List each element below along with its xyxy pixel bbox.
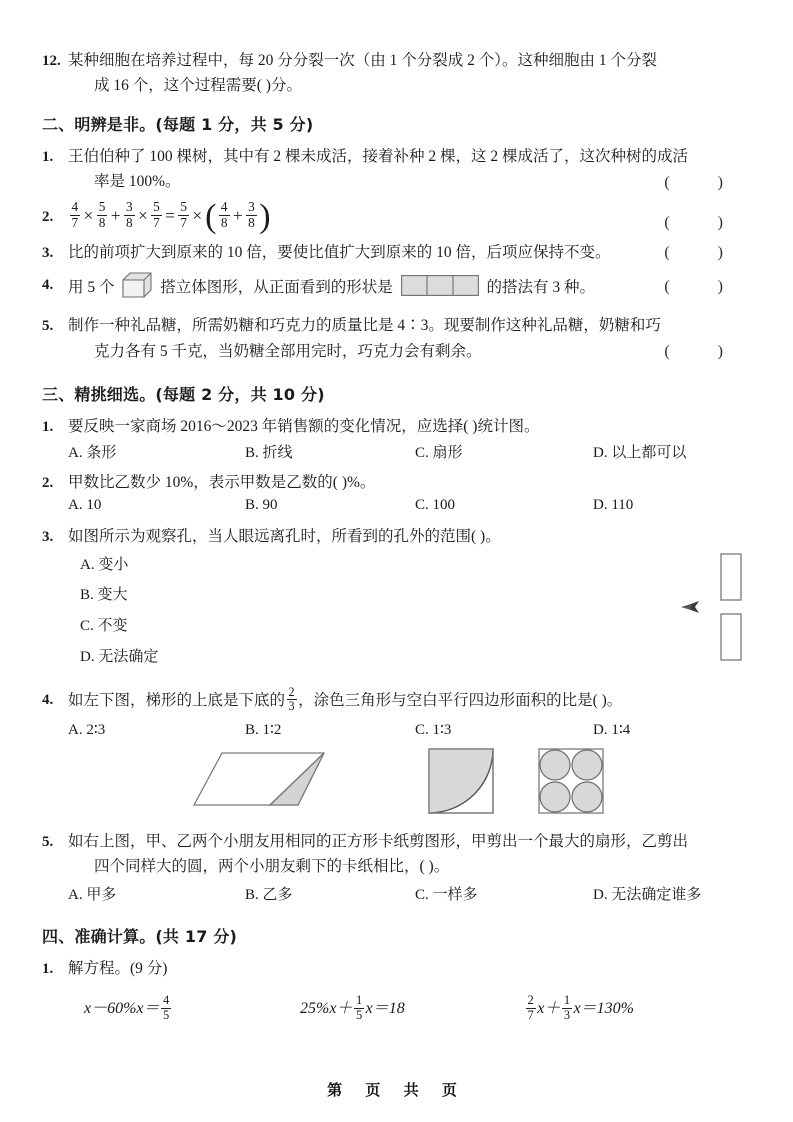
solve-equations-label: 解方程。(9 分) — [68, 959, 168, 977]
fraction-5-over-7-rhs: $\frac{5}{7}$ — [180, 199, 187, 230]
option-c[interactable]: C. 扇形 — [415, 444, 463, 461]
section-two-question-3 — [42, 240, 751, 265]
square-four-circles-figure — [537, 747, 605, 820]
judgement-bracket[interactable]: ( ) — [664, 214, 745, 232]
question-text-part-a: 如左下图，梯形的上底是下底的 — [68, 691, 286, 709]
question-text-part-b: ，涂色三角形与空白平行四边形面积的比是( )。 — [298, 691, 623, 709]
section-two-question-2 — [42, 197, 751, 235]
question-text: 甲数比乙数少 10%，表示甲数是乙数的( )%。 — [68, 473, 376, 491]
section-four-question-1 — [42, 956, 751, 981]
option-b[interactable]: B. 90 — [245, 497, 278, 514]
section-four-heading: 四、准确计算。(共 17 分) — [42, 926, 238, 946]
option-d[interactable]: D. 无法确定 — [80, 648, 159, 665]
operator-multiply-1: × — [83, 205, 94, 225]
section-two-question-1 — [42, 144, 751, 194]
observation-hole-diagram — [663, 552, 759, 667]
equation-1 — [84, 995, 173, 1023]
question-number: 2. — [42, 474, 54, 491]
square-quarter-circle-figure — [427, 747, 495, 820]
fraction-4-over-7: $\frac{4}{7}$ — [71, 199, 79, 230]
option-d[interactable]: D. 110 — [593, 497, 634, 514]
question-text-part-a: 用 5 个 — [68, 279, 115, 297]
section-three-question-2 — [42, 470, 751, 495]
option-a[interactable]: A. 条形 — [68, 444, 117, 461]
fraction-3-over-8: $\frac{3}{8}$ — [125, 199, 133, 230]
fraction-5-over-7: $\frac{5}{7}$ — [153, 199, 160, 230]
option-c[interactable]: C. 1∶3 — [415, 721, 452, 738]
option-a[interactable]: A. 变小 — [80, 556, 129, 573]
question-text-part-b: 搭立体图形，从正面看到的形状是 — [160, 279, 393, 297]
equation-3-mid-b: x＝130% — [573, 1000, 635, 1018]
section-three-question-1 — [42, 414, 751, 439]
question-number: 4. — [42, 692, 54, 709]
options-question-4 — [42, 720, 751, 739]
question-text-line-2: 四个同样大的圆，两个小朋友剩下的卡纸相比，( )。 — [94, 857, 450, 875]
question-number: 4. — [42, 277, 54, 294]
fraction-5-over-8: $\frac{5}{8}$ — [98, 199, 106, 230]
question-number: 5. — [42, 833, 54, 850]
question-text-line-2: 克力各有 5 千克，当奶糖全部用完时，巧克力会有剩余。 — [94, 342, 482, 360]
option-b[interactable]: B. 乙多 — [245, 886, 293, 903]
fraction-1-over-5: $\frac{1}{5}$ — [355, 993, 363, 1022]
fraction-2-over-7: $\frac{2}{7}$ — [527, 993, 534, 1022]
page-footer: 第 页 共 页 — [327, 1081, 466, 1099]
question-text-part-c: 的搭法有 3 种。 — [486, 279, 596, 297]
option-c[interactable]: C. 100 — [415, 497, 456, 514]
option-d[interactable]: D. 无法确定谁多 — [593, 886, 702, 903]
option-b[interactable]: B. 1∶2 — [245, 721, 282, 738]
fraction-3-over-8-rhs: $\frac{3}{8}$ — [248, 199, 255, 230]
section-three-heading: 三、精挑细选。(每题 2 分，共 10 分) — [42, 384, 325, 404]
option-a[interactable]: A. 甲多 — [68, 886, 117, 903]
option-d[interactable]: D. 1∶4 — [593, 721, 631, 738]
equation-2-part-b: x＝18 — [365, 1000, 405, 1018]
option-c[interactable]: C. 不变 — [80, 618, 128, 635]
option-a[interactable]: A. 2∶3 — [68, 721, 106, 738]
fraction-identity-formula: $\frac{4}{7}$ × $\frac{5}{8}$ + $\frac{3}{8}$ × $\frac{5}{7}$ = $\frac{5}{7}$ × ( $\frac{4}{8}$ + $\frac{3}{8}$ ) — [71, 197, 271, 235]
fraction-4-over-5: $\frac{4}{5}$ — [163, 993, 170, 1022]
equation-3-mid-a: x＋ — [537, 1000, 561, 1018]
question-number: 1. — [42, 960, 54, 977]
question-12-line-2: 成 16 个，这个过程需要( )分。 — [94, 77, 302, 95]
operator-multiply-3: × — [192, 205, 203, 225]
eye-icon — [681, 601, 699, 613]
three-cell-strip-icon — [401, 275, 479, 304]
options-question-1 — [42, 441, 751, 462]
question-text-line-1: 制作一种礼品糖，所需奶糖和巧克力的质量比是 4∶3。现要制作这种礼品糖，奶糖和巧 — [68, 317, 661, 335]
question-number: 1. — [42, 149, 54, 166]
question-text: 比的前项扩大到原来的 10 倍，要使比值扩大到原来的 10 倍，后项应保持不变。 — [68, 244, 611, 262]
option-c[interactable]: C. 一样多 — [415, 886, 478, 903]
trapezoid-shaded-triangle-figure — [192, 747, 328, 814]
question-4-figures — [42, 747, 751, 823]
cube-icon — [122, 272, 152, 306]
question-number: 5. — [42, 318, 54, 335]
section-two-question-5 — [42, 313, 751, 363]
judgement-bracket[interactable]: ( ) — [664, 343, 745, 361]
question-number: 12. — [42, 53, 61, 69]
operator-equals: = — [165, 205, 175, 225]
judgement-bracket[interactable]: ( ) — [664, 174, 745, 192]
section-three-question-4 — [42, 684, 751, 714]
question-number: 1. — [42, 418, 54, 435]
section-three-question-3 — [42, 524, 751, 549]
judgement-bracket[interactable]: ( ) — [664, 244, 745, 262]
equation-2-part-a: 25%x＋ — [300, 1000, 353, 1018]
options-question-2 — [42, 497, 751, 514]
judgement-bracket[interactable]: ( ) — [664, 278, 745, 296]
option-d[interactable]: D. 以上都可以 — [593, 444, 687, 461]
option-a[interactable]: A. 10 — [68, 497, 102, 514]
question-text-line-2: 率是 100%。 — [94, 173, 181, 191]
section-two-heading: 二、明辨是非。(每题 1 分，共 5 分) — [42, 115, 314, 135]
equations-row — [42, 995, 751, 1067]
question-text-line-1: 如右上图，甲、乙两个小朋友用相同的正方形卡纸剪图形，甲剪出一个最大的扇形，乙剪出 — [68, 832, 689, 850]
option-b[interactable]: B. 折线 — [245, 444, 293, 461]
equation-2 — [300, 995, 405, 1023]
options-question-5 — [42, 883, 751, 904]
question-number: 2. — [42, 208, 54, 225]
operator-plus-1: + — [110, 205, 121, 225]
fraction-2-over-3: $\frac{2}{3}$ — [288, 684, 295, 713]
question-12 — [42, 48, 751, 98]
fraction-1-over-3: $\frac{1}{3}$ — [563, 993, 571, 1022]
section-three-question-5 — [42, 829, 751, 879]
section-two-question-4 — [42, 272, 751, 306]
question-number: 3. — [42, 529, 54, 546]
question-text: 要反映一家商场 2016～2023 年销售额的变化情况，应选择( )统计图。 — [68, 417, 540, 435]
question-12-line-1: 某种细胞在培养过程中，每 20 分分裂一次（由 1 个分裂成 2 个）。这种细胞由 1 个分裂 — [68, 52, 658, 69]
operator-multiply-2: × — [138, 205, 148, 225]
options-question-3 — [42, 550, 751, 673]
question-text-line-1: 王伯伯种了 100 棵树，其中有 2 棵未成活，接着补种 2 棵，这 2 棵成活了，这次种树的成活 — [68, 148, 689, 166]
option-b[interactable]: B. 变大 — [80, 587, 128, 604]
fraction-4-over-8: $\frac{4}{8}$ — [220, 199, 228, 230]
question-number: 3. — [42, 245, 54, 262]
question-text: 如图所示为观察孔，当人眼远离孔时，所看到的孔外的范围( )。 — [68, 528, 501, 546]
equation-1-lhs: x－60%x＝ — [84, 1000, 160, 1018]
operator-plus-2: + — [233, 205, 243, 225]
equation-3 — [524, 995, 634, 1023]
